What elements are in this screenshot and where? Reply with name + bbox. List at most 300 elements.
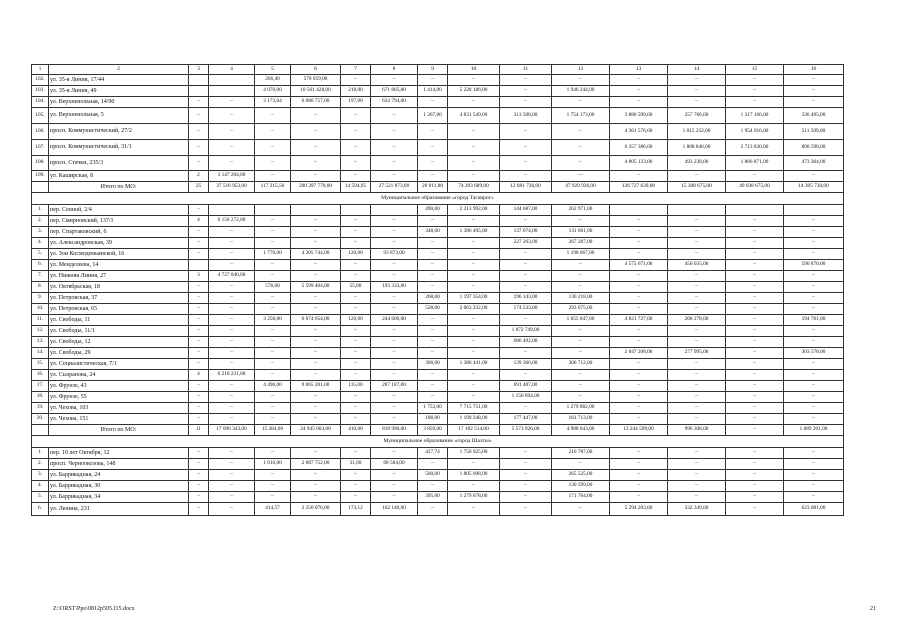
value-cell: –	[255, 108, 291, 124]
value-cell: 1 753,00	[418, 403, 448, 414]
value-cell: –	[209, 414, 255, 425]
value-cell: –	[448, 271, 500, 282]
value-cell: 2 063 232,00	[448, 304, 500, 315]
table-row	[32, 124, 844, 140]
address-cell: ул. Свободы, 11/1	[49, 326, 189, 337]
column-number: 1	[32, 65, 49, 75]
value-cell: 473 364,00	[784, 156, 844, 171]
value-cell: –	[448, 459, 500, 470]
value-cell: 632 794,00	[371, 97, 418, 108]
table-row	[32, 108, 844, 124]
value-cell: –	[209, 304, 255, 315]
total-value: 17 096 343,00	[209, 425, 255, 436]
value-cell: –	[189, 492, 209, 503]
value-cell: –	[500, 216, 552, 227]
value-cell: –	[209, 260, 255, 271]
table-row	[32, 392, 844, 403]
value-cell: 10 561 428,00	[291, 86, 341, 97]
value-cell: –	[610, 370, 668, 381]
value-cell: –	[784, 282, 844, 293]
value-cell: –	[189, 448, 209, 459]
value-cell: –	[209, 293, 255, 304]
table-row	[32, 227, 844, 238]
value-cell: 800 598,00	[784, 140, 844, 156]
value-cell: –	[668, 282, 726, 293]
value-cell: –	[189, 97, 209, 108]
value-cell: –	[189, 108, 209, 124]
value-cell: –	[552, 271, 610, 282]
row-number: 6.	[32, 260, 49, 271]
column-number: 12	[552, 65, 610, 75]
value-cell: 131 661,00	[552, 227, 610, 238]
value-cell: –	[448, 156, 500, 171]
value-cell: –	[448, 249, 500, 260]
value-cell: 267 287,00	[552, 238, 610, 249]
address-cell: ул. Сызранова, 24	[49, 370, 189, 381]
value-cell: 171 764,00	[552, 492, 610, 503]
value-cell: –	[291, 448, 341, 459]
value-cell: 1 279 882,00	[552, 403, 610, 414]
value-cell: 9 065 201,00	[291, 381, 341, 392]
total-value: 1 089 201,00	[784, 425, 844, 436]
value-cell: –	[209, 326, 255, 337]
value-cell: –	[341, 470, 371, 481]
value-cell: –	[291, 414, 341, 425]
value-cell: 287 187,00	[371, 381, 418, 392]
value-cell: –	[418, 381, 448, 392]
value-cell: –	[610, 414, 668, 425]
table-row	[32, 381, 844, 392]
value-cell: –	[418, 238, 448, 249]
value-cell: –	[341, 140, 371, 156]
value-cell: –	[610, 75, 668, 86]
value-cell: –	[209, 359, 255, 370]
table-row	[32, 315, 844, 326]
value-cell: 4 727 840,00	[209, 271, 255, 282]
value-cell: 1 386 495,00	[448, 227, 500, 238]
address-cell: ул. Чехова, 103	[49, 403, 189, 414]
address-cell: просп. Коммунистический, 31/1	[49, 140, 189, 156]
value-cell: 348,00	[418, 227, 448, 238]
value-cell: –	[668, 359, 726, 370]
row-number: 18.	[32, 392, 49, 403]
register-table-body	[32, 65, 844, 516]
value-cell: 244 600,00	[371, 315, 418, 326]
value-cell: –	[552, 75, 610, 86]
value-cell: –	[341, 337, 371, 348]
column-number: 11	[500, 65, 552, 75]
value-cell	[784, 205, 844, 216]
column-number: 10	[448, 65, 500, 75]
value-cell: –	[500, 503, 552, 516]
value-cell: 4 831 549,00	[448, 108, 500, 124]
value-cell: –	[610, 381, 668, 392]
value-cell: –	[500, 75, 552, 86]
value-cell: –	[341, 260, 371, 271]
address-cell: ул. Фрунзе, 43	[49, 381, 189, 392]
total-value: 996 308,00	[668, 425, 726, 436]
value-cell: –	[726, 481, 784, 492]
address-cell: ул. Верхненольная, 5	[49, 108, 189, 124]
value-cell: –	[668, 227, 726, 238]
value-cell: –	[291, 156, 341, 171]
value-cell: –	[418, 97, 448, 108]
value-cell: –	[668, 238, 726, 249]
value-cell: –	[610, 227, 668, 238]
value-cell: 6 080 757,00	[291, 97, 341, 108]
document-path: Z:\ORST\Ppo\0812p505.f15.docx	[53, 606, 135, 612]
value-cell: –	[341, 271, 371, 282]
value-cell: –	[209, 381, 255, 392]
value-cell: –	[610, 97, 668, 108]
value-cell: –	[341, 171, 371, 182]
value-cell: –	[189, 124, 209, 140]
value-cell: –	[726, 403, 784, 414]
value-cell: –	[784, 381, 844, 392]
value-cell: 303 578,00	[784, 348, 844, 359]
value-cell: –	[726, 392, 784, 403]
column-number: 7	[341, 65, 371, 75]
address-cell: пер. Спартаковский, 6	[49, 227, 189, 238]
total-label: Итого по МО:	[49, 182, 189, 193]
value-cell: –	[552, 381, 610, 392]
value-cell: –	[500, 124, 552, 140]
value-cell: –	[784, 414, 844, 425]
value-cell: 1 414,00	[418, 86, 448, 97]
value-cell: 4	[189, 216, 209, 227]
value-cell: 1 946 244,00	[552, 86, 610, 97]
total-value: 126 727 639,00	[610, 182, 668, 193]
value-cell: –	[726, 260, 784, 271]
value-cell: 511 509,00	[784, 124, 844, 140]
value-cell: –	[610, 271, 668, 282]
value-cell: 144 687,00	[500, 205, 552, 216]
value-cell: –	[726, 282, 784, 293]
value-cell: –	[784, 216, 844, 227]
total-value: 3 859,00	[418, 425, 448, 436]
value-cell: –	[448, 140, 500, 156]
total-value: 25	[189, 182, 209, 193]
row-number: 8.	[32, 282, 49, 293]
total-value: 49 038 675,00	[726, 182, 784, 193]
row-number: 7.	[32, 271, 49, 282]
value-cell: –	[448, 97, 500, 108]
value-cell	[610, 205, 668, 216]
value-cell: –	[341, 448, 371, 459]
table-row	[32, 238, 844, 249]
value-cell: 4 070,00	[255, 86, 291, 97]
value-cell: –	[189, 359, 209, 370]
value-cell: –	[255, 293, 291, 304]
value-cell: 1 015 232,00	[668, 124, 726, 140]
column-number: 4	[209, 65, 255, 75]
value-cell: 7 715 751,00	[448, 403, 500, 414]
value-cell: 6 218 231,00	[209, 370, 255, 381]
value-cell: –	[341, 414, 371, 425]
value-cell: –	[209, 97, 255, 108]
value-cell: 1 750 925,00	[448, 448, 500, 459]
value-cell: –	[552, 216, 610, 227]
value-cell: –	[341, 348, 371, 359]
value-cell: –	[371, 293, 418, 304]
value-cell: –	[209, 481, 255, 492]
total-row	[32, 182, 844, 193]
value-cell: –	[610, 392, 668, 403]
value-cell: –	[189, 326, 209, 337]
value-cell: –	[668, 171, 726, 182]
value-cell: –	[784, 370, 844, 381]
row-number: 2.	[32, 459, 49, 470]
total-value: 17 182 514,00	[448, 425, 500, 436]
value-cell: –	[209, 448, 255, 459]
value-cell: –	[726, 470, 784, 481]
address-cell: ул. Фрунзе, 55	[49, 392, 189, 403]
value-cell: –	[448, 75, 500, 86]
value-cell: –	[291, 337, 341, 348]
value-cell	[668, 205, 726, 216]
value-cell: –	[726, 337, 784, 348]
value-cell: –	[341, 359, 371, 370]
value-cell: –	[418, 124, 448, 140]
value-cell: –	[418, 392, 448, 403]
value-cell: 1 279 678,00	[448, 492, 500, 503]
value-cell: –	[448, 503, 500, 516]
value-cell: –	[371, 260, 418, 271]
value-cell: –	[255, 492, 291, 503]
section-heading-row	[32, 436, 844, 448]
table-row	[32, 481, 844, 492]
value-cell: 2 847 208,00	[610, 348, 668, 359]
row-number: 102.	[32, 75, 49, 86]
column-number: 3	[189, 65, 209, 75]
table-row	[32, 503, 844, 516]
table-row	[32, 492, 844, 503]
value-cell: –	[784, 97, 844, 108]
value-cell: –	[341, 304, 371, 315]
value-cell: –	[784, 227, 844, 238]
address-cell: ул. Верхненольная, 14/90	[49, 97, 189, 108]
value-cell: –	[784, 459, 844, 470]
value-cell	[209, 86, 255, 97]
total-value: 12 681 736,00	[500, 182, 552, 193]
value-cell: –	[189, 227, 209, 238]
table-row	[32, 97, 844, 108]
table-row	[32, 271, 844, 282]
value-cell: –	[784, 492, 844, 503]
total-value: 117 215,56	[255, 182, 291, 193]
value-cell: –	[610, 470, 668, 481]
value-cell: –	[209, 238, 255, 249]
value-cell: –	[500, 315, 552, 326]
value-cell: 4 205 744,00	[291, 249, 341, 260]
value-cell: 130 218,00	[552, 293, 610, 304]
value-cell	[189, 260, 209, 271]
value-cell: –	[209, 156, 255, 171]
value-cell: –	[209, 503, 255, 516]
value-cell: –	[448, 260, 500, 271]
value-cell: –	[726, 326, 784, 337]
value-cell: 4	[189, 370, 209, 381]
row-number: 5.	[32, 492, 49, 503]
value-cell: –	[341, 75, 371, 86]
value-cell: –	[291, 304, 341, 315]
value-cell: –	[552, 124, 610, 140]
value-cell: –	[668, 326, 726, 337]
value-cell: 266,40	[255, 75, 291, 86]
value-cell: 623 081,00	[784, 503, 844, 516]
value-cell: –	[418, 171, 448, 182]
value-cell: –	[291, 481, 341, 492]
column-number: 13	[610, 65, 668, 75]
table-row	[32, 282, 844, 293]
value-cell: –	[448, 348, 500, 359]
value-cell: –	[668, 470, 726, 481]
value-cell: –	[189, 337, 209, 348]
value-cell: –	[291, 227, 341, 238]
value-cell	[291, 205, 341, 216]
address-cell: ул. Менделеева, 14	[49, 260, 189, 271]
value-cell: –	[500, 470, 552, 481]
value-cell: –	[726, 227, 784, 238]
address-cell: ул. Баррикадная, 34	[49, 492, 189, 503]
value-cell: –	[371, 75, 418, 86]
value-cell: –	[341, 326, 371, 337]
value-cell: –	[448, 282, 500, 293]
value-cell: 93 873,00	[371, 249, 418, 260]
value-cell: –	[784, 337, 844, 348]
value-cell: –	[189, 403, 209, 414]
value-cell: –	[552, 392, 610, 403]
value-cell: –	[189, 459, 209, 470]
value-cell: –	[209, 315, 255, 326]
value-cell: –	[341, 392, 371, 403]
table-row	[32, 171, 844, 182]
value-cell: –	[371, 470, 418, 481]
address-cell: ул. Чехова, 151	[49, 414, 189, 425]
row-number: 3.	[32, 470, 49, 481]
value-cell: –	[610, 171, 668, 182]
value-cell: –	[418, 140, 448, 156]
value-cell: –	[341, 370, 371, 381]
value-cell: –	[255, 238, 291, 249]
row-number: 17.	[32, 381, 49, 392]
value-cell: 1 198 067,00	[552, 249, 610, 260]
value-cell: –	[371, 492, 418, 503]
value-cell: –	[418, 337, 448, 348]
value-cell: –	[371, 392, 418, 403]
row-number: 1.	[32, 448, 49, 459]
value-cell: 1 386 441,00	[448, 359, 500, 370]
value-cell	[341, 205, 371, 216]
value-cell: 68 584,00	[371, 459, 418, 470]
value-cell: 3	[189, 271, 209, 282]
value-cell: 1 317 166,00	[726, 108, 784, 124]
value-cell: –	[255, 348, 291, 359]
value-cell: –	[291, 216, 341, 227]
row-number: 15.	[32, 359, 49, 370]
value-cell: –	[610, 448, 668, 459]
value-cell: 414,57	[255, 503, 291, 516]
value-cell: 4 361 576,00	[610, 124, 668, 140]
value-cell: –	[418, 481, 448, 492]
value-cell: –	[668, 86, 726, 97]
value-cell	[189, 86, 209, 97]
address-cell: просп. Черноокозова, 148	[49, 459, 189, 470]
column-number: 2	[49, 65, 189, 75]
value-cell: –	[726, 271, 784, 282]
value-cell: 31,60	[341, 459, 371, 470]
value-cell: 115,00	[341, 381, 371, 392]
address-cell: ул. Свободы, 12	[49, 337, 189, 348]
value-cell: –	[189, 392, 209, 403]
value-cell: –	[668, 249, 726, 260]
value-cell: –	[189, 470, 209, 481]
value-cell: 1 197 354,00	[448, 293, 500, 304]
value-cell: –	[291, 326, 341, 337]
value-cell: –	[726, 216, 784, 227]
value-cell: –	[341, 108, 371, 124]
value-cell: –	[291, 238, 341, 249]
value-cell: –	[784, 86, 844, 97]
total-value: 15 308 675,00	[668, 182, 726, 193]
value-cell: –	[255, 359, 291, 370]
row-number: 20.	[32, 414, 49, 425]
value-cell: 1 872 749,00	[500, 326, 552, 337]
value-cell: –	[209, 348, 255, 359]
value-cell: –	[668, 370, 726, 381]
value-cell	[726, 205, 784, 216]
value-cell: —	[552, 171, 610, 182]
value-cell: –	[610, 293, 668, 304]
value-cell: –	[500, 481, 552, 492]
value-cell: 590 870,00	[784, 260, 844, 271]
table-row	[32, 326, 844, 337]
value-cell: –	[255, 481, 291, 492]
value-cell: 6 150 272,00	[209, 216, 255, 227]
value-cell: 1 954 016,00	[726, 124, 784, 140]
address-cell: ул. Ленина, 231	[49, 503, 189, 516]
value-cell: –	[418, 326, 448, 337]
value-cell: 293 675,00	[552, 304, 610, 315]
row-number: 109.	[32, 171, 49, 182]
table-row	[32, 216, 844, 227]
value-cell: –	[668, 459, 726, 470]
value-cell: 4 496,00	[255, 381, 291, 392]
total-value: 4 988 043,00	[552, 425, 610, 436]
value-cell: –	[500, 448, 552, 459]
value-cell: –	[418, 249, 448, 260]
value-cell: 1 805 098,00	[448, 470, 500, 481]
value-cell: –	[209, 282, 255, 293]
column-number-row	[32, 65, 844, 75]
value-cell: –	[291, 108, 341, 124]
value-cell: 427,74	[418, 448, 448, 459]
value-cell: 197,00	[341, 97, 371, 108]
value-cell: –	[418, 260, 448, 271]
value-cell	[255, 205, 291, 216]
value-cell: –	[784, 271, 844, 282]
total-label: Итого по МО:	[49, 425, 189, 436]
value-cell: –	[552, 370, 610, 381]
total-row	[32, 425, 844, 436]
value-cell: –	[255, 124, 291, 140]
value-cell: –	[255, 156, 291, 171]
value-cell: –	[341, 124, 371, 140]
table-row	[32, 205, 844, 216]
row-number: 3.	[32, 227, 49, 238]
value-cell: –	[209, 108, 255, 124]
value-cell: –	[610, 238, 668, 249]
